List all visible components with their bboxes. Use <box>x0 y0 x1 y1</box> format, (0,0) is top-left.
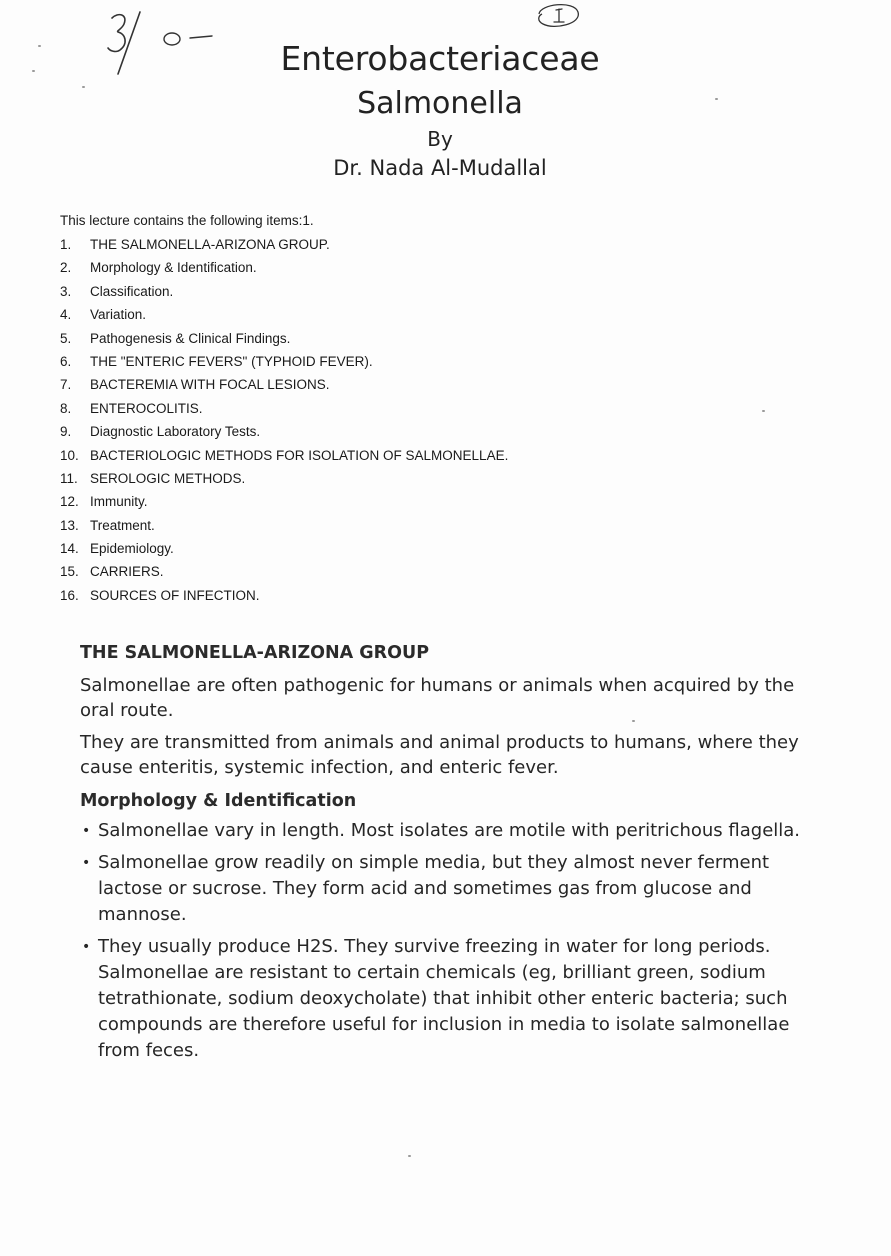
scan-speck <box>408 1155 411 1157</box>
bullet-text: Salmonellae grow readily on simple media, but they almost never ferment lactose or sucrose. They form acid and sometimes gas from glucose and mannose. <box>98 852 770 925</box>
bullet-item <box>80 850 820 928</box>
list-item <box>60 233 760 256</box>
item-text: THE "ENTERIC FEVERS" (TYPHOID FEVER). <box>90 353 373 369</box>
scan-speck <box>38 45 41 47</box>
item-text: Morphology & Identification. <box>90 260 257 276</box>
item-text: BACTERIOLOGIC METHODS FOR ISOLATION OF SALMONELLAE. <box>90 447 509 463</box>
bullet-icon: • <box>82 855 91 871</box>
item-text: SOURCES OF INFECTION. <box>90 587 260 603</box>
item-number: 14. <box>60 541 79 557</box>
item-text: Diagnostic Laboratory Tests. <box>90 424 261 440</box>
item-text: Pathogenesis & Clinical Findings. <box>90 330 291 346</box>
contents-list <box>60 233 760 607</box>
cutoff-line-remnant <box>60 600 280 610</box>
subsection-heading: Morphology & Identification <box>80 791 357 811</box>
item-text: SEROLOGIC METHODS. <box>90 470 246 486</box>
item-number: 9. <box>60 424 72 440</box>
list-item <box>60 444 760 467</box>
item-number: 11. <box>60 470 78 486</box>
table-of-contents <box>60 211 760 607</box>
list-item <box>60 373 760 396</box>
author-name: Dr. Nada Al-Mudallal <box>333 156 547 180</box>
list-item <box>60 560 760 583</box>
scan-speck <box>715 98 718 100</box>
list-item <box>60 327 760 350</box>
bullet-item <box>80 934 820 1064</box>
item-number: 8. <box>60 400 72 416</box>
bullet-item <box>80 818 820 844</box>
item-text: Immunity. <box>90 494 148 510</box>
item-number: 10. <box>60 447 79 463</box>
list-item <box>60 256 760 279</box>
contents-intro: This lecture contains the following items:1. <box>60 213 314 228</box>
bullet-text: Salmonellae vary in length. Most isolates are motile with peritrichous flagella. <box>98 820 801 841</box>
item-number: 13. <box>60 517 79 533</box>
list-item <box>60 303 760 326</box>
item-number: 1. <box>60 237 72 252</box>
section-heading: THE SALMONELLA-ARIZONA GROUP <box>80 643 430 663</box>
bullet-list <box>80 818 820 1064</box>
item-text: THE SALMONELLA-ARIZONA GROUP. <box>90 237 330 252</box>
document-title: Enterobacteriaceae <box>280 39 600 78</box>
item-number: 12. <box>60 494 79 510</box>
bullet-icon: • <box>82 823 91 839</box>
item-number: 15. <box>60 564 79 580</box>
scan-speck <box>32 70 35 72</box>
list-item <box>60 397 760 420</box>
list-item <box>60 350 760 373</box>
item-text: Variation. <box>90 307 147 323</box>
list-item <box>60 280 760 303</box>
document-subtitle: Salmonella <box>357 86 523 121</box>
item-text: Classification. <box>90 283 174 299</box>
list-item <box>60 537 760 560</box>
item-number: 5. <box>60 330 72 346</box>
handwritten-page-number <box>534 0 584 32</box>
item-number: 3. <box>60 283 72 299</box>
item-text: BACTEREMIA WITH FOCAL LESIONS. <box>90 377 330 393</box>
item-number: 4. <box>60 307 72 323</box>
list-item <box>60 514 760 537</box>
list-item <box>60 490 760 513</box>
item-number: 16. <box>60 587 79 603</box>
item-text: Epidemiology. <box>90 541 174 557</box>
bullet-icon: • <box>82 939 91 955</box>
paragraph: They are transmitted from animals and animal products to humans, where they cause enteritis, systemic infection, and enteric fever. <box>80 732 799 778</box>
item-text: CARRIERS. <box>90 564 164 580</box>
item-text: ENTEROCOLITIS. <box>90 400 203 416</box>
list-item <box>60 420 760 443</box>
bullet-text: They usually produce H2S. They survive freezing in water for long periods. Salmonellae are resistant to certain chemicals (eg, brilliant green, sodium tetrathionate, sodium deoxycholate) that inhibit other enteric bacteria; such compounds are therefore useful for inclusion in media to isolate salmonellae from feces. <box>98 936 790 1061</box>
section-salmonella-arizona <box>80 640 820 1070</box>
item-text: Treatment. <box>90 517 155 533</box>
paragraph: Salmonellae are often pathogenic for humans or animals when acquired by the oral route. <box>80 675 795 721</box>
item-number: 2. <box>60 260 72 276</box>
by-line: By <box>427 127 453 151</box>
item-number: 6. <box>60 353 72 369</box>
scan-speck <box>82 86 85 88</box>
scan-speck <box>762 410 765 412</box>
item-number: 7. <box>60 377 72 393</box>
title-block <box>180 38 700 182</box>
list-item <box>60 467 760 490</box>
